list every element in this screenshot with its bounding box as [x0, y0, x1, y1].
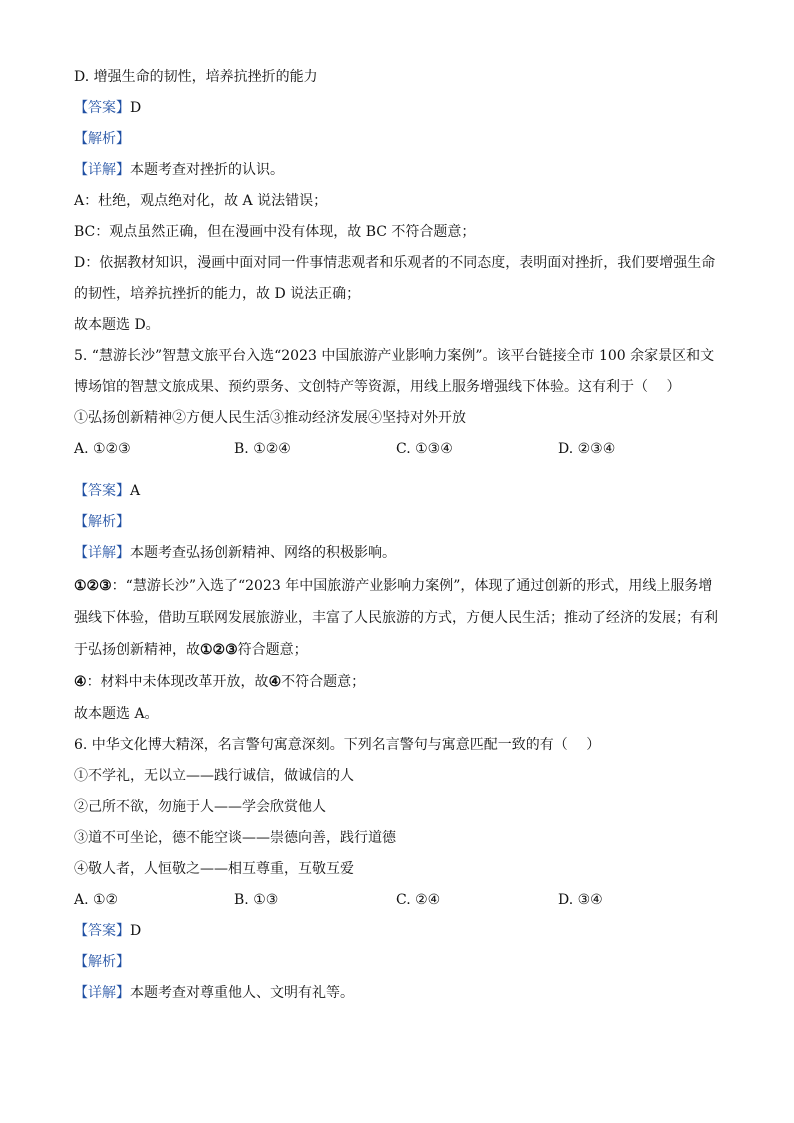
q5-options — [74, 439, 724, 459]
q5-option-b: B. ①②④ — [234, 441, 291, 457]
q4-explain-d-line2: 的韧性，培养抗挫折的能力，故 D 说法正确； — [74, 286, 361, 302]
detail-tag: 【详解】 — [74, 162, 130, 178]
q6-detail — [74, 983, 354, 1003]
answer-value: A — [130, 483, 141, 499]
q5-option-c: C. ①③④ — [396, 441, 453, 457]
q5-conclusion: 故本题选 A。 — [74, 706, 159, 722]
explain-text: 不符合题意； — [281, 674, 366, 690]
q4-explain-bc: BC：观点虽然正确，但在漫画中没有体现，故 BC 不符合题意； — [74, 224, 476, 240]
q5-items: ①弘扬创新精神②方便人民生活③推动经济发展④坚持对外开放 — [74, 410, 466, 426]
explain-text: 符合题意； — [237, 642, 308, 658]
item-marks: ④ — [74, 674, 87, 690]
detail-text: 本题考查对挫折的认识。 — [130, 162, 284, 178]
answer-value: D — [130, 100, 142, 116]
answer-tag: 【答案】 — [74, 100, 130, 116]
item-marks: ①②③ — [200, 642, 238, 658]
q6-stem: 6. 中华文化博大精深，名言警句寓意深刻。下列名言警句与寓意匹配一致的有（ ） — [74, 737, 601, 753]
q5-detail — [74, 543, 396, 563]
explain-text: ：材料中未体现改革开放，故 — [86, 674, 269, 690]
q6-option-d: D. ③④ — [558, 892, 603, 908]
q6-item-1: ①不学礼，无以立——践行诚信，做诚信的人 — [74, 768, 354, 784]
q4-option-d: D. 增强生命的韧性，培养抗挫折的能力 — [74, 69, 318, 85]
q6-option-c: C. ②④ — [396, 892, 441, 908]
q4-explain-a: A：杜绝，观点绝对化，故 A 说法错误； — [74, 193, 328, 209]
answer-tag: 【答案】 — [74, 923, 130, 939]
answer-tag: 【答案】 — [74, 483, 130, 499]
q6-option-a: A. ①② — [74, 892, 119, 908]
q5-explain-line2: 强线下体验，借助互联网发展旅游业，丰富了人民旅游的方式，方便人民生活；推动了经济的发展；有利 — [74, 610, 718, 626]
detail-text: 本题考查对尊重他人、文明有礼等。 — [130, 985, 354, 1001]
q6-item-3: ③道不可坐论，德不能空谈——崇德向善，践行道德 — [74, 830, 396, 846]
q4-answer — [74, 98, 141, 118]
item-marks: ①②③ — [74, 578, 112, 594]
q5-answer — [74, 481, 140, 501]
detail-text: 本题考查弘扬创新精神、网络的积极影响。 — [130, 545, 396, 561]
item-marks: ④ — [268, 674, 282, 690]
explain-text: ：“慧游长沙”入选了“2023 年中国旅游产业影响力案例”，体现了通过创新的形式，用线上服务增 — [111, 578, 713, 594]
q5-option-a: A. ①②③ — [74, 441, 131, 457]
q5-analysis-tag: 【解析】 — [74, 514, 130, 530]
q6-item-4: ④敬人者，人恒敬之——相互尊重，互敬互爱 — [74, 861, 354, 877]
q6-item-2: ②己所不欲，勿施于人——学会欣赏他人 — [74, 799, 326, 815]
q5-stem-line1: 5. “慧游长沙”智慧文旅平台入选“2023 中国旅游产业影响力案例”。该平台链接全市 100 余家景区和文 — [74, 348, 715, 364]
explain-text: 于弘扬创新精神，故 — [74, 642, 200, 658]
q4-detail — [74, 160, 284, 180]
q6-analysis-tag: 【解析】 — [74, 954, 130, 970]
q5-option-d: D. ②③④ — [558, 441, 616, 457]
q5-explain-line3 — [74, 640, 308, 660]
q5-stem-line2: 博场馆的智慧文旅成果、预约票务、文创特产等资源，用线上服务增强线下体验。这有利于（ ） — [74, 379, 681, 395]
q6-options — [74, 890, 724, 910]
q4-analysis-tag: 【解析】 — [74, 131, 130, 147]
answer-value: D — [130, 923, 142, 939]
q6-option-b: B. ①③ — [234, 892, 279, 908]
q4-explain-d-line1: D：依据教材知识，漫画中面对同一件事情悲观者和乐观者的不同态度，表明面对挫折，我们要增强生命 — [74, 255, 716, 271]
detail-tag: 【详解】 — [74, 545, 130, 561]
q4-conclusion: 故本题选 D。 — [74, 317, 160, 333]
detail-tag: 【详解】 — [74, 985, 130, 1001]
q5-explain-line1 — [74, 576, 712, 596]
q5-explain-line4 — [74, 672, 365, 692]
q6-answer — [74, 921, 141, 941]
